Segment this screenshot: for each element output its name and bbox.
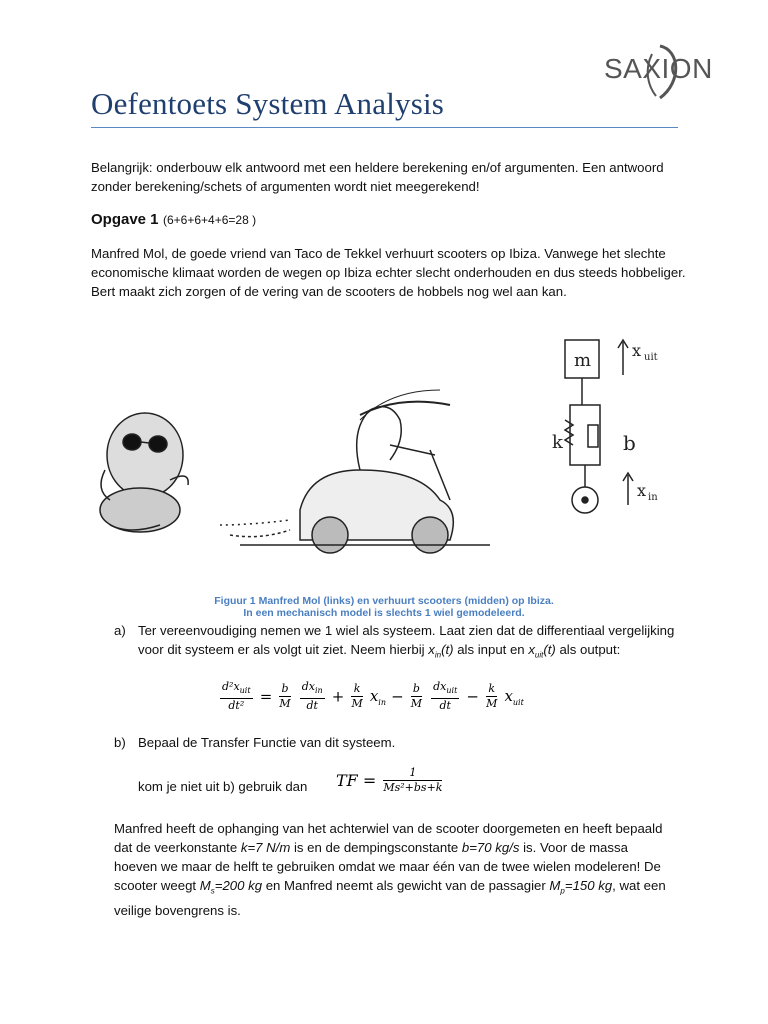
scooter-sketch [220,390,490,553]
title-divider [91,127,678,128]
tf-fraction: $\frac{1}{\text{Ms²+bs+k}}$ [383,766,443,794]
mechanical-model [552,340,658,513]
mole-sketch [100,413,188,532]
model-x-in-label: x [637,481,647,500]
opgave-paragraph: Manfred Mol, de goede vriend van Taco de Tekkel verhuurt scooters op Ibiza. Vanwege het slechte economische klimaat worden de wegen op Ibiza echter slecht onderhouden en dus steeds hobbeliger. Bert maakt zich zorgen of de vering van de scooters de hobbels nog wel aan kan. [91,246,686,299]
eq-equals: = [259,687,273,706]
opgave-title: Opgave 1 [91,211,159,228]
question-a-text-2: als input en [453,642,529,657]
question-a-text-3: als output: [555,642,621,657]
eq-minus-2: − [466,687,479,706]
model-x-out-sub: uit [644,352,658,363]
transfer-function [336,766,444,795]
caption-line-2: In een mechanisch model is slechts 1 wiel gemodeleerd. [243,607,525,619]
closing-paragraph: Manfred heeft de ophanging van het achterwiel van de scooter doorgemeten en heeft bepaald dat de veerkonstante k=7 N/m is en de dempingsconstante b=70 kg/s is. Voor de massa hoeven we maar de helft te gebruiken omdat we maar één van de twee wielen modeleren! De scooter weegt $M_s=200$ kg en Manfred neemt als gewicht van de passagier $M_p=150$ kg, wat een veilige bovengrens is. [114,821,666,918]
eq-term1-coef: $\frac{b}{M}$ [279,682,291,711]
caption-line-1: Figuur 1 Manfred Mol (links) en verhuurt scooters (midden) op Ibiza. [214,595,554,607]
x-uit-symbol: $x_{uit}(t)$ [528,642,556,660]
saxion-logo-graphic [600,42,730,102]
differential-equation [218,680,524,713]
question-b-hint: kom je niet uit b) gebruik dan [138,779,308,794]
passenger-mass: $M_p=150$ kg [549,878,613,896]
question-a-label: a) [114,623,126,638]
figure-caption [0,595,768,619]
eq-term3-deriv: $\frac{dx_{uit}}{dt}$ [433,680,458,713]
question-a-text [138,621,694,665]
eq-term1-deriv: $\frac{dx_{in}}{dt}$ [301,680,323,713]
eq-lhs: $\frac{d^2x_{uit}}{\text{dt²}}$ [222,680,251,713]
eq-term3-coef: $\frac{b}{M}$ [410,682,423,711]
model-x-out-label: x [632,341,642,360]
scooter-mass: $M_s=200$ kg [199,878,263,896]
model-mass-label: m [574,350,592,371]
question-a [114,621,694,665]
eq-plus: + [331,687,345,706]
intro-paragraph: Belangrijk: onderbouw elk antwoord met een heldere berekening en/of argumenten. Een antwoord zonder berekening/schets of argumenten wordt niet meegerekend! [91,160,664,194]
model-x-in-sub: in [648,492,658,503]
eq-term2-coef: $\frac{k}{M}$ [351,682,363,711]
eq-term4-var: $x_{uit}$ [504,686,524,707]
model-spring-label: k [552,432,563,453]
eq-term2-var: $x_{in}$ [369,686,386,707]
saxion-logo [600,42,730,102]
model-damper-label: b [623,431,636,455]
question-a-text-1: Ter vereenvoudiging nemen we 1 wiel als systeem. Laat zien dat de differentiaal vergelijking voor dit systeem er als volgt uit ziet. Neem hierbij [138,623,675,657]
tf-lhs: TF = [336,771,377,790]
opgave-points: (6+6+6+4+6=28 ) [162,213,257,227]
logo-text: SAXION [604,53,713,84]
document-title: Oefentoets System Analysis [91,86,445,121]
figure-sketches [60,320,720,582]
spring-constant: k=7 N/m [240,840,291,855]
question-b-label: b) [114,735,126,750]
opgave-heading [91,211,256,229]
question-b-text: Bepaal de Transfer Functie van dit systeem. [138,735,396,750]
damping-constant: b=70 kg/s [461,840,520,855]
question-b [114,733,694,752]
eq-minus-1: − [391,687,404,706]
x-in-symbol: $x_{in}(t)$ [428,642,454,660]
eq-term4-coef: $\frac{k}{M}$ [486,682,498,711]
